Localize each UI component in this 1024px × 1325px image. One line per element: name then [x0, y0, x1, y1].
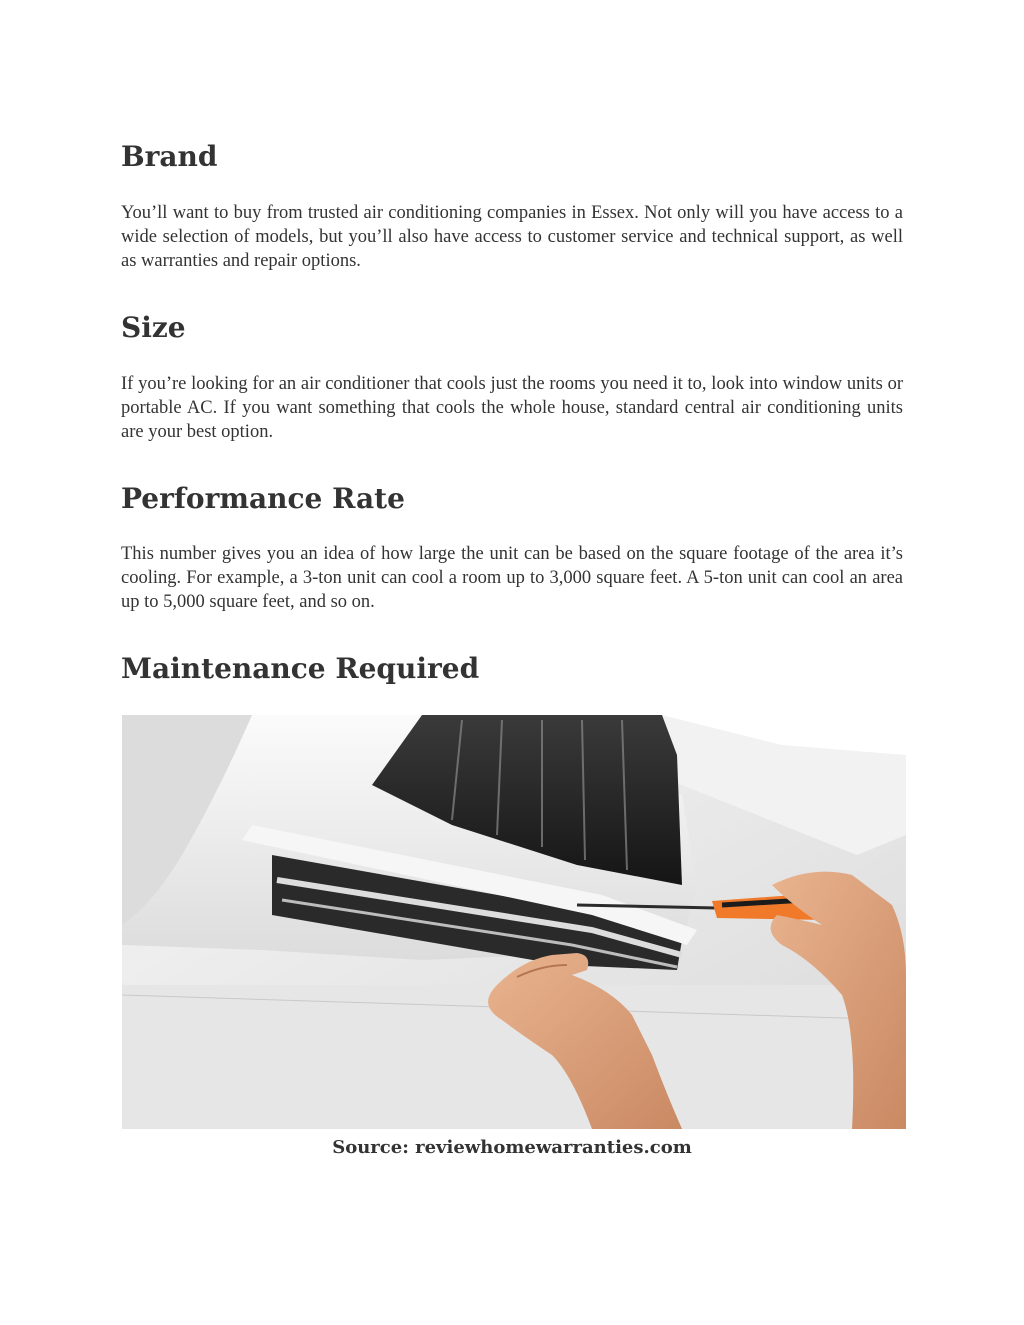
paragraph-size: If you’re looking for an air conditioner that cools just the rooms you need it to, look into window units or portable AC. If you want something that cools the whole house, standard central air conditioning units are your best option. [121, 374, 903, 442]
paragraph-brand: You’ll want to buy from trusted air conditioning companies in Essex. Not only will you have access to a wide selection of models, but you’ll also have access to customer service and technical support, as well as warranties and repair options. [121, 203, 903, 271]
heading-brand: Brand [121, 140, 218, 173]
heading-performance-rate: Performance Rate [121, 482, 405, 515]
heading-maintenance-required: Maintenance Required [121, 652, 480, 685]
heading-size: Size [121, 311, 186, 344]
paragraph-performance-rate: This number gives you an idea of how large the unit can be based on the square footage of the area it’s cooling. For example, a 3-ton unit can cool a room up to 3,000 square feet. A 5-ton unit can cool an area up to 5,000 square feet, and so on. [121, 544, 903, 612]
figure-caption: Source: reviewhomewarranties.com [332, 1137, 692, 1158]
ac-repair-photo [122, 715, 906, 1129]
